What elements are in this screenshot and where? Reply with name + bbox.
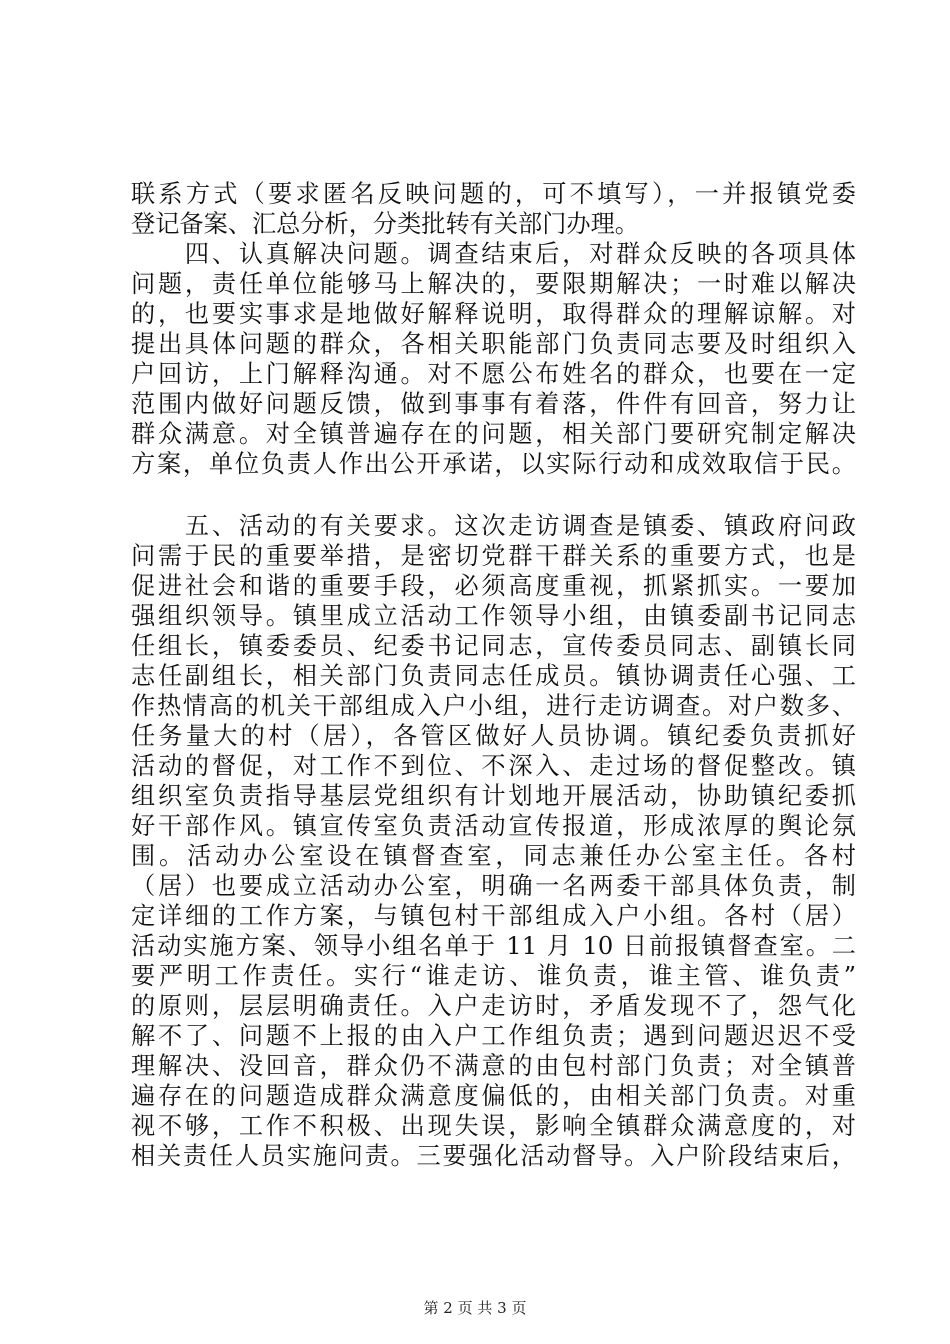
text-line: 相关责任人员实施问责。三要强化活动督导。入户阶段结束后， (131, 1142, 856, 1170)
text-line: 联系方式（要求匿名反映问题的，可不填写），一并报镇党委 (131, 180, 856, 208)
text-line: 问题，责任单位能够马上解决的，要限期解决；一时难以解决 (131, 270, 856, 298)
text-line: 解不了、问题不上报的由入户工作组负责；遇到问题迟迟不受 (131, 1022, 856, 1050)
text-line: 定详细的工作方案，与镇包村干部组成入户小组。各村（居） (131, 902, 856, 930)
text-line: 群众满意。对全镇普遍存在的问题，相关部门要研究制定解决 (131, 420, 856, 448)
page-footer: 第 2 页 共 3 页 (423, 1299, 527, 1317)
text-line: 组织室负责指导基层党组织有计划地开展活动，协助镇纪委抓 (131, 782, 856, 810)
text-line: （居）也要成立活动办公室，明确一名两委干部具体负责，制 (131, 872, 856, 900)
text-line: 提出具体问题的群众，各相关职能部门负责同志要及时组织入 (131, 330, 856, 358)
text-line: 问需于民的重要举措，是密切党群干群关系的重要方式，也是 (131, 542, 856, 570)
text-line: 遍存在的问题造成群众满意度偏低的，由相关部门负责。对重 (131, 1082, 856, 1110)
text-line: 五、活动的有关要求。这次走访调查是镇委、镇政府问政 (131, 512, 856, 540)
text-line: 强组织领导。镇里成立活动工作领导小组，由镇委副书记同志 (131, 602, 856, 630)
text-line: 任务量大的村（居），各管区做好人员协调。镇纪委负责抓好 (131, 722, 856, 750)
text-line: 要严明工作责任。实行“谁走访、谁负责，谁主管、谁负责” (131, 962, 856, 990)
text-line: 作热情高的机关干部组成入户小组，进行走访调查。对户数多、 (131, 692, 856, 720)
text-line: 理解决、没回音，群众仍不满意的由包村部门负责；对全镇普 (131, 1052, 856, 1080)
text-line: 视不够，工作不积极、出现失误，影响全镇群众满意度的，对 (131, 1112, 856, 1140)
text-line: 促进社会和谐的重要手段，必须高度重视，抓紧抓实。一要加 (131, 572, 856, 600)
text-line: 志任副组长，相关部门负责同志任成员。镇协调责任心强、工 (131, 662, 856, 690)
paragraph-block-lower (131, 511, 856, 1171)
text-line: 四、认真解决问题。调查结束后，对群众反映的各项具体 (131, 240, 856, 268)
text-line: 方案，单位负责人作出公开承诺，以实际行动和成效取信于民。 (131, 450, 856, 478)
text-line: 范围内做好问题反馈，做到事事有着落，件件有回音，努力让 (131, 390, 856, 418)
text-line: 户回访，上门解释沟通。对不愿公布姓名的群众，也要在一定 (131, 360, 856, 388)
text-line: 活动实施方案、领导小组名单于 11 月 10 日前报镇督查室。二 (131, 932, 856, 960)
text-line: 围。活动办公室设在镇督查室，同志兼任办公室主任。各村 (131, 842, 856, 870)
text-line: 的，也要实事求是地做好解释说明，取得群众的理解谅解。对 (131, 300, 856, 328)
text-line: 任组长，镇委委员、纪委书记同志，宣传委员同志、副镇长同 (131, 632, 856, 660)
text-line: 好干部作风。镇宣传室负责活动宣传报道，形成浓厚的舆论氛 (131, 812, 856, 840)
text-line: 登记备案、汇总分析，分类批转有关部门办理。 (131, 210, 639, 238)
paragraph-block-upper (131, 179, 856, 479)
text-line: 活动的督促，对工作不到位、不深入、走过场的督促整改。镇 (131, 752, 856, 780)
text-line: 的原则，层层明确责任。入户走访时，矛盾发现不了，怨气化 (131, 992, 856, 1020)
